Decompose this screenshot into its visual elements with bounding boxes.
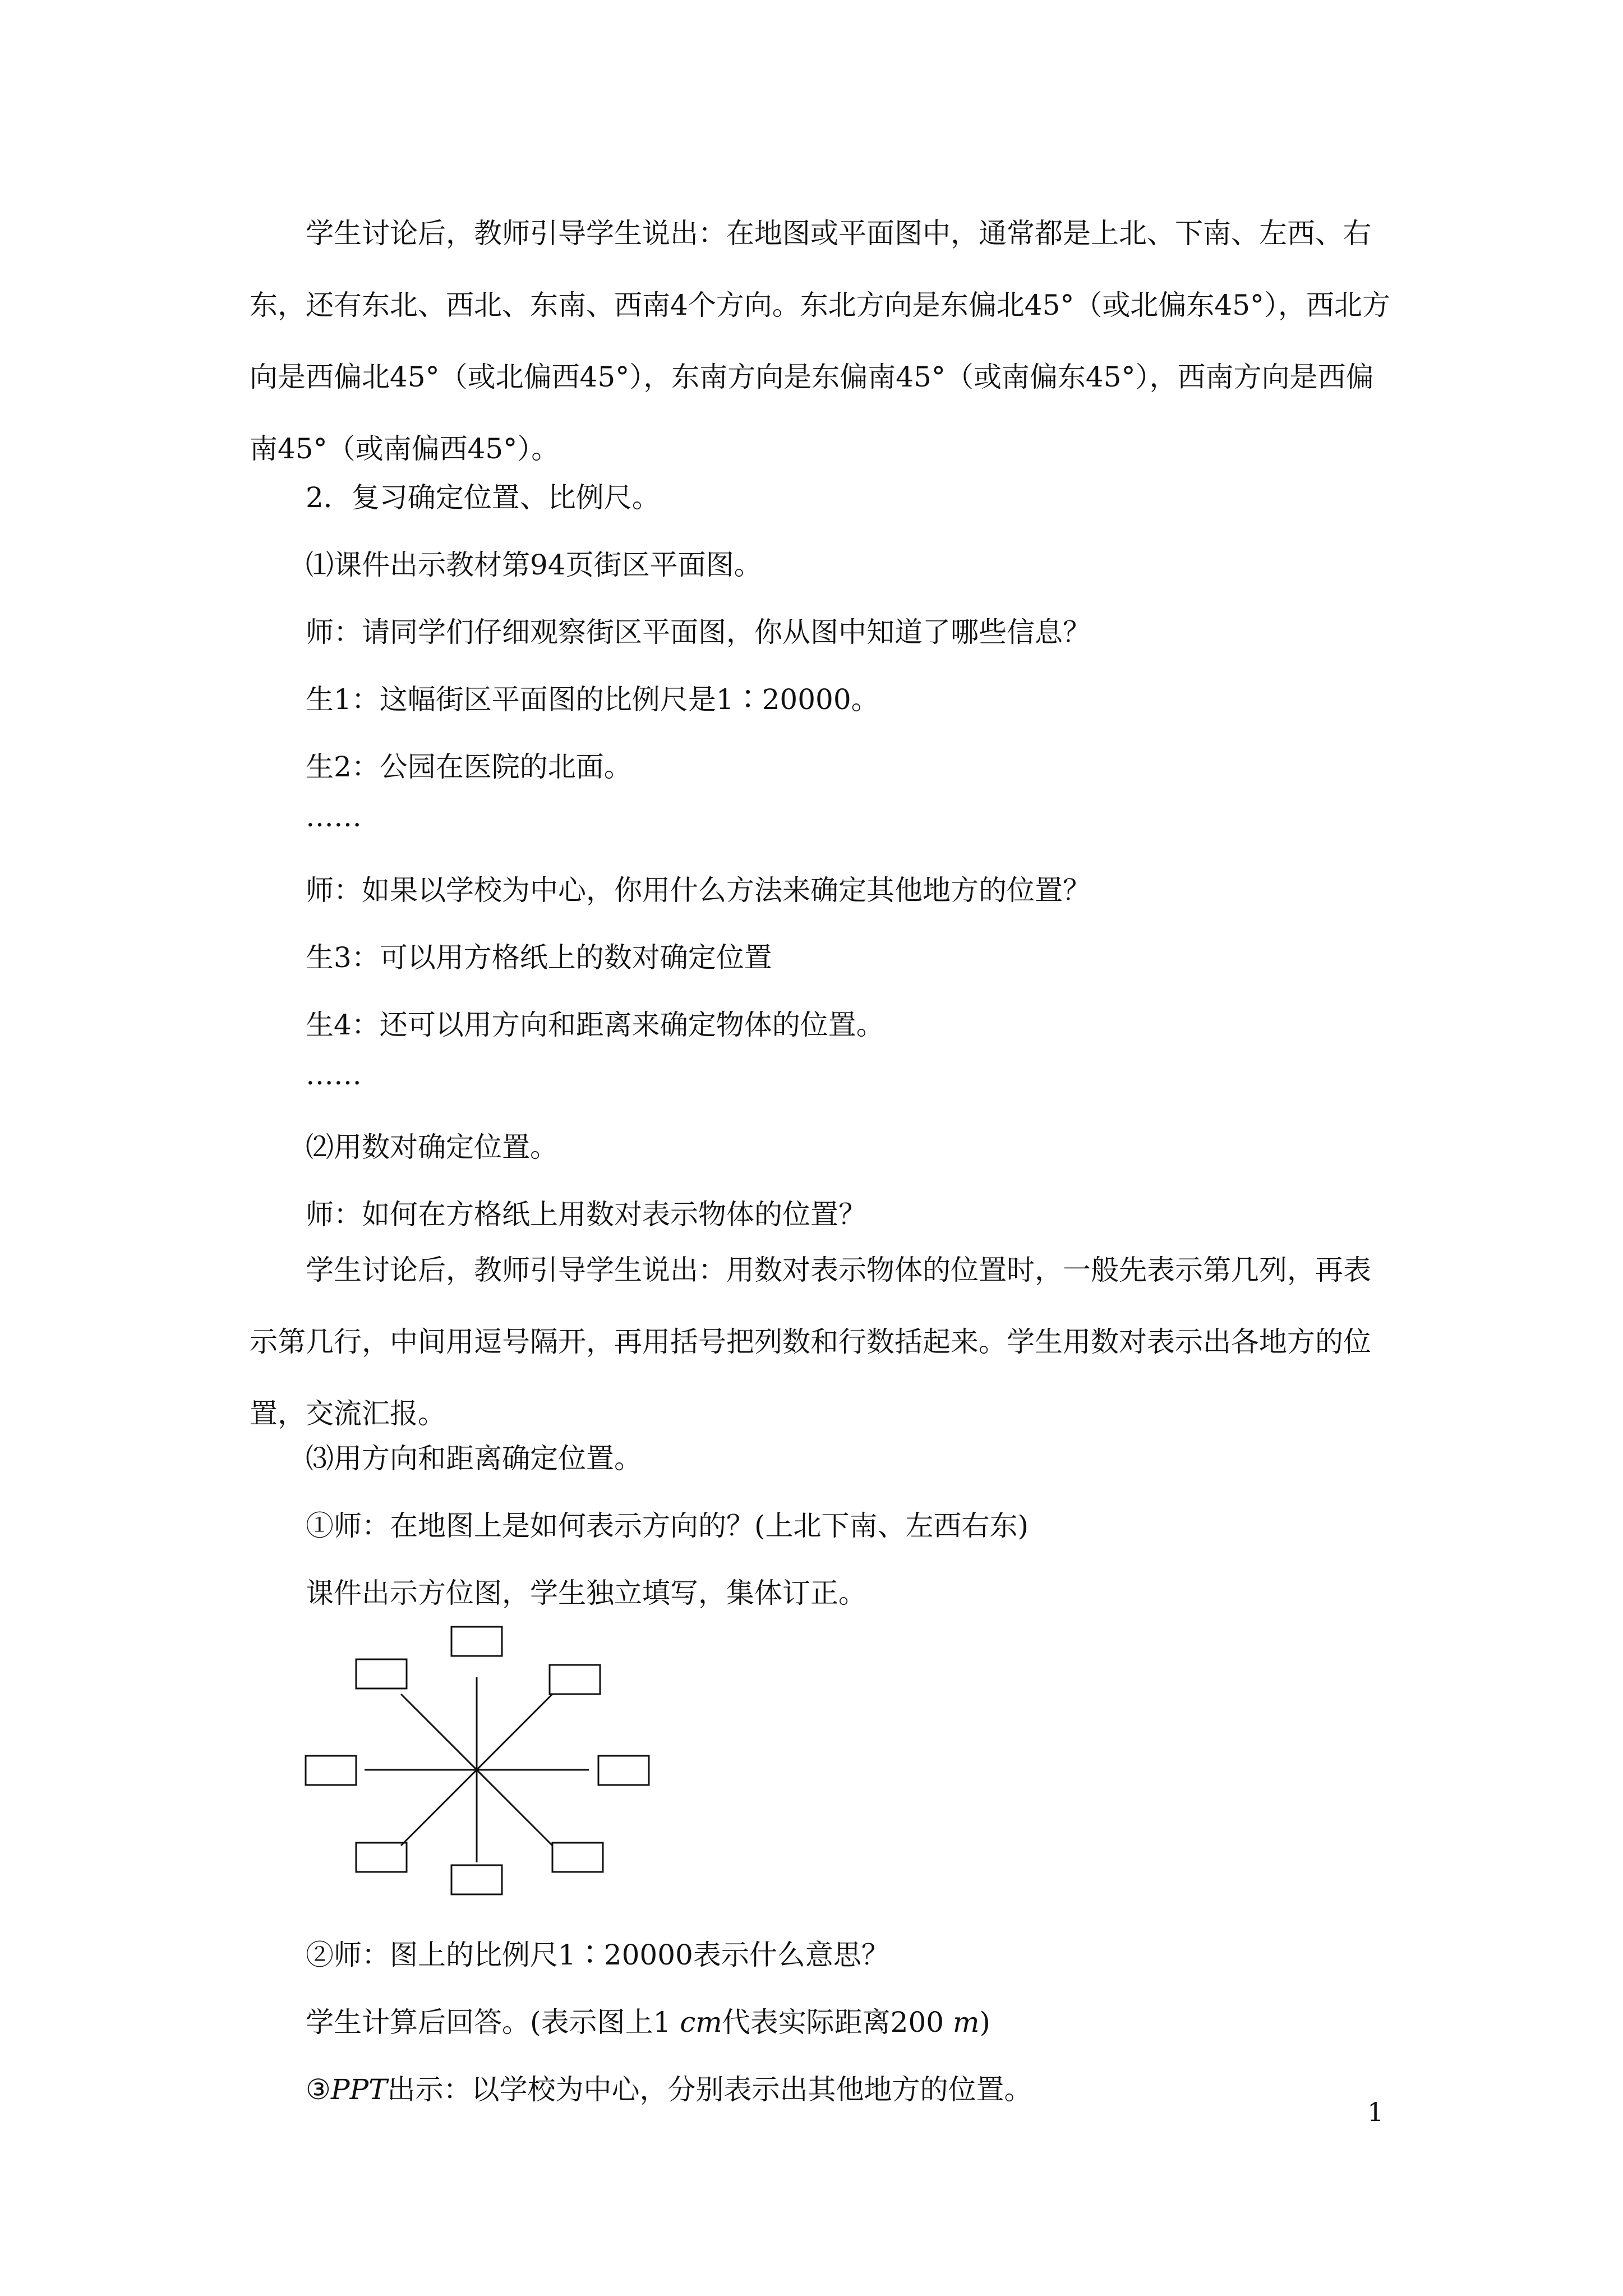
east-answer-box[interactable] [598,1756,649,1785]
student-2-line: 生2：公园在医院的北面。 [306,751,632,783]
ppt-display-text: 出示：以学校为中心，分别表示出其他地方的位置。 [387,2073,1032,2106]
answer-text-2: 代表实际距离200 [722,2006,953,2039]
student-1-line: 生1：这幅街区平面图的比例尺是1∶20000。 [306,683,879,716]
ppt-display-line [306,2067,1032,2108]
answer-text-3: ) [979,2006,990,2039]
northeast-answer-box[interactable] [550,1665,600,1694]
compass-rose-diagram [303,1616,662,1907]
heading-direction-distance: ⑶用方向和距离确定位置。 [306,1442,642,1475]
southwest-answer-box[interactable] [356,1843,407,1872]
student-3-line: 生3：可以用方格纸上的数对确定位置 [306,941,772,974]
northwest-answer-box[interactable] [356,1659,407,1688]
teacher-number-pair-question: 师：如何在方格纸上用数对表示物体的位置？ [306,1198,866,1231]
ppt-label: PPT [330,2073,388,2106]
southeast-answer-box[interactable] [552,1843,603,1872]
student-4-line: 生4：还可以用方向和距离来确定物体的位置。 [306,1009,884,1041]
courseware-map-line: ⑴课件出示教材第94页街区平面图。 [306,549,762,581]
teacher-map-direction-question: ①师：在地图上是如何表示方向的？(上北下南、左西右东) [306,1510,1029,1542]
answer-text-1: 学生计算后回答。(表示图上1 [306,2006,680,2039]
teacher-scale-question: ②师：图上的比例尺1∶20000表示什么意思？ [306,1939,889,1971]
teacher-center-question-line: 师：如果以学校为中心，你用什么方法来确定其他地方的位置？ [306,874,1091,907]
page-number: 1 [1367,2097,1384,2127]
unit-cm: cm [680,2006,722,2039]
heading-review-position-scale: 2．复习确定位置、比例尺。 [306,481,660,514]
heading-number-pairs: ⑵用数对确定位置。 [306,1131,558,1163]
south-answer-box[interactable] [451,1865,502,1894]
step-3-marker: ③ [306,2073,331,2106]
paragraph-compass-directions [250,197,1394,485]
ellipsis-line-2: …… [306,1059,362,1091]
north-answer-box[interactable] [451,1627,502,1656]
student-answer-line [306,2000,990,2040]
courseware-compass-line: 课件出示方位图，学生独立填写，集体订正。 [306,1577,866,1609]
compass-directions-text: 学生讨论后，教师引导学生说出：在地图或平面图中，通常都是上北、下南、左西、右东，还有东北、西北、东南、西南4个方向。东北方向是东偏北45°（或北偏东45°），西北方向是西偏北45°（或北偏西45°），东南方向是东偏南45°（或南偏东45°），西南方向是西偏南45°（或南偏西45°）。 [250,217,1391,465]
teacher-question-line: 师：请同学们仔细观察街区平面图，你从图中知道了哪些信息？ [306,616,1091,648]
paragraph-number-pairs [250,1234,1394,1450]
ellipsis-line: …… [306,800,362,833]
number-pairs-text: 学生讨论后，教师引导学生说出：用数对表示物体的位置时，一般先表示第几列，再表示第几行，中间用逗号隔开，再用括号把列数和行数括起来。学生用数对表示出各地方的位置，交流汇报。 [250,1254,1371,1430]
unit-m: m [952,2006,980,2039]
west-answer-box[interactable] [306,1756,356,1785]
